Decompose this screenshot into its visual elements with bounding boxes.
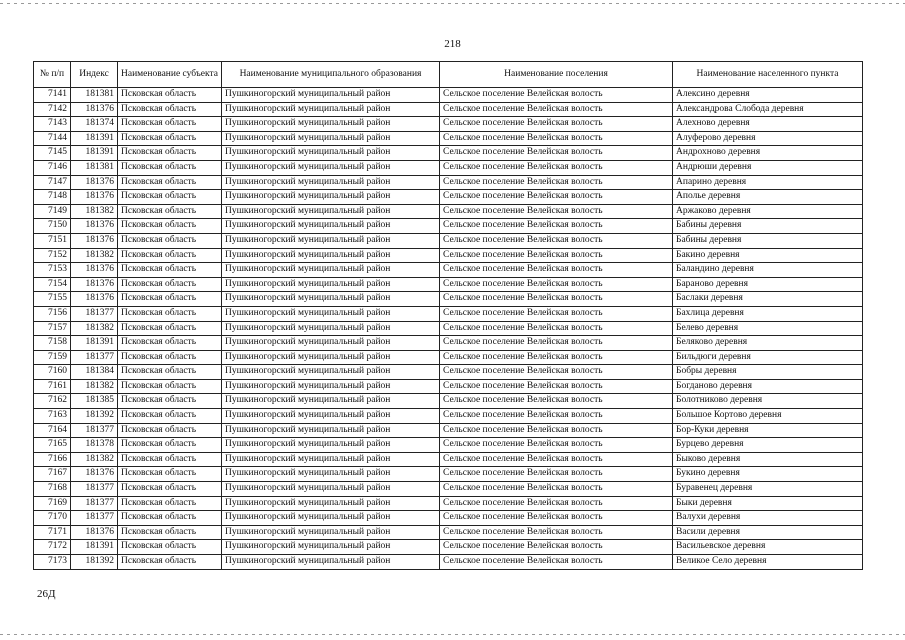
locality-cell: Бакино деревня bbox=[673, 248, 863, 263]
locality-cell: Баландино деревня bbox=[673, 263, 863, 278]
postal-index-cell: 181381 bbox=[71, 88, 118, 103]
postal-index-cell: 181382 bbox=[71, 204, 118, 219]
postal-index-cell: 181391 bbox=[71, 131, 118, 146]
locality-cell: Богданово деревня bbox=[673, 379, 863, 394]
table-row bbox=[34, 219, 863, 234]
settlement-cell: Сельское поселение Велейская волость bbox=[440, 423, 673, 438]
subject-cell: Псковская область bbox=[118, 117, 222, 132]
municipality-cell: Пушкиногорский муниципальный район bbox=[222, 306, 440, 321]
settlement-cell: Сельское поселение Велейская волость bbox=[440, 219, 673, 234]
scan-edge-bottom bbox=[0, 634, 905, 635]
settlement-cell: Сельское поселение Велейская волость bbox=[440, 482, 673, 497]
subject-cell: Псковская область bbox=[118, 160, 222, 175]
row-number-cell: 7172 bbox=[34, 540, 71, 555]
locality-cell: Букино деревня bbox=[673, 467, 863, 482]
postal-index-cell: 181391 bbox=[71, 336, 118, 351]
row-number-cell: 7148 bbox=[34, 190, 71, 205]
locality-cell: Баслаки деревня bbox=[673, 292, 863, 307]
row-number-cell: 7141 bbox=[34, 88, 71, 103]
row-number-cell: 7165 bbox=[34, 438, 71, 453]
row-number-cell: 7169 bbox=[34, 496, 71, 511]
locality-cell: Большое Кортово деревня bbox=[673, 409, 863, 424]
table-row bbox=[34, 525, 863, 540]
table-row bbox=[34, 379, 863, 394]
postal-index-cell: 181376 bbox=[71, 467, 118, 482]
municipality-cell: Пушкиногорский муниципальный район bbox=[222, 555, 440, 570]
settlement-cell: Сельское поселение Велейская волость bbox=[440, 131, 673, 146]
subject-cell: Псковская область bbox=[118, 219, 222, 234]
locality-cell: Андрохново деревня bbox=[673, 146, 863, 161]
settlement-cell: Сельское поселение Велейская волость bbox=[440, 365, 673, 380]
municipality-cell: Пушкиногорский муниципальный район bbox=[222, 219, 440, 234]
header-locality: Наименование населенного пункта bbox=[673, 62, 863, 88]
locality-cell: Апарино деревня bbox=[673, 175, 863, 190]
postal-index-cell: 181391 bbox=[71, 540, 118, 555]
municipality-cell: Пушкиногорский муниципальный район bbox=[222, 277, 440, 292]
table-row bbox=[34, 306, 863, 321]
locality-cell: Быково деревня bbox=[673, 452, 863, 467]
row-number-cell: 7161 bbox=[34, 379, 71, 394]
settlement-cell: Сельское поселение Велейская волость bbox=[440, 350, 673, 365]
table-row bbox=[34, 263, 863, 278]
subject-cell: Псковская область bbox=[118, 350, 222, 365]
row-number-cell: 7162 bbox=[34, 394, 71, 409]
settlements-table bbox=[33, 61, 863, 570]
postal-index-cell: 181382 bbox=[71, 379, 118, 394]
municipality-cell: Пушкиногорский муниципальный район bbox=[222, 365, 440, 380]
municipality-cell: Пушкиногорский муниципальный район bbox=[222, 423, 440, 438]
subject-cell: Псковская область bbox=[118, 321, 222, 336]
subject-cell: Псковская область bbox=[118, 190, 222, 205]
locality-cell: Белево деревня bbox=[673, 321, 863, 336]
municipality-cell: Пушкиногорский муниципальный район bbox=[222, 321, 440, 336]
footer-code: 26Д bbox=[37, 588, 56, 600]
table-body bbox=[34, 88, 863, 570]
municipality-cell: Пушкиногорский муниципальный район bbox=[222, 233, 440, 248]
row-number-cell: 7173 bbox=[34, 555, 71, 570]
locality-cell: Бурцево деревня bbox=[673, 438, 863, 453]
settlement-cell: Сельское поселение Велейская волость bbox=[440, 379, 673, 394]
row-number-cell: 7143 bbox=[34, 117, 71, 132]
row-number-cell: 7156 bbox=[34, 306, 71, 321]
table-row bbox=[34, 131, 863, 146]
locality-cell: Валухи деревня bbox=[673, 511, 863, 526]
settlement-cell: Сельское поселение Велейская волость bbox=[440, 248, 673, 263]
row-number-cell: 7164 bbox=[34, 423, 71, 438]
locality-cell: Аржаково деревня bbox=[673, 204, 863, 219]
header-settlement: Наименование поселения bbox=[440, 62, 673, 88]
municipality-cell: Пушкиногорский муниципальный район bbox=[222, 131, 440, 146]
municipality-cell: Пушкиногорский муниципальный район bbox=[222, 482, 440, 497]
postal-index-cell: 181377 bbox=[71, 350, 118, 365]
subject-cell: Псковская область bbox=[118, 102, 222, 117]
subject-cell: Псковская область bbox=[118, 204, 222, 219]
settlement-cell: Сельское поселение Велейская волость bbox=[440, 190, 673, 205]
settlement-cell: Сельское поселение Велейская волость bbox=[440, 263, 673, 278]
municipality-cell: Пушкиногорский муниципальный район bbox=[222, 204, 440, 219]
locality-cell: Бор-Куки деревня bbox=[673, 423, 863, 438]
locality-cell: Бараново деревня bbox=[673, 277, 863, 292]
locality-cell: Алуферово деревня bbox=[673, 131, 863, 146]
table-row bbox=[34, 350, 863, 365]
settlement-cell: Сельское поселение Велейская волость bbox=[440, 452, 673, 467]
municipality-cell: Пушкиногорский муниципальный район bbox=[222, 540, 440, 555]
locality-cell: Бабины деревня bbox=[673, 233, 863, 248]
locality-cell: Алехново деревня bbox=[673, 117, 863, 132]
locality-cell: Васильевское деревня bbox=[673, 540, 863, 555]
postal-index-cell: 181385 bbox=[71, 394, 118, 409]
subject-cell: Псковская область bbox=[118, 146, 222, 161]
subject-cell: Псковская область bbox=[118, 409, 222, 424]
municipality-cell: Пушкиногорский муниципальный район bbox=[222, 438, 440, 453]
locality-cell: Бабины деревня bbox=[673, 219, 863, 234]
subject-cell: Псковская область bbox=[118, 525, 222, 540]
table-row bbox=[34, 555, 863, 570]
locality-cell: Бильдюги деревня bbox=[673, 350, 863, 365]
row-number-cell: 7157 bbox=[34, 321, 71, 336]
row-number-cell: 7147 bbox=[34, 175, 71, 190]
row-number-cell: 7145 bbox=[34, 146, 71, 161]
settlement-cell: Сельское поселение Велейская волость bbox=[440, 467, 673, 482]
postal-index-cell: 181377 bbox=[71, 511, 118, 526]
row-number-cell: 7150 bbox=[34, 219, 71, 234]
municipality-cell: Пушкиногорский муниципальный район bbox=[222, 175, 440, 190]
table-row bbox=[34, 102, 863, 117]
subject-cell: Псковская область bbox=[118, 423, 222, 438]
row-number-cell: 7154 bbox=[34, 277, 71, 292]
settlement-cell: Сельское поселение Велейская волость bbox=[440, 511, 673, 526]
municipality-cell: Пушкиногорский муниципальный район bbox=[222, 394, 440, 409]
row-number-cell: 7153 bbox=[34, 263, 71, 278]
settlement-cell: Сельское поселение Велейская волость bbox=[440, 146, 673, 161]
subject-cell: Псковская область bbox=[118, 379, 222, 394]
table-row bbox=[34, 277, 863, 292]
subject-cell: Псковская область bbox=[118, 175, 222, 190]
row-number-cell: 7144 bbox=[34, 131, 71, 146]
row-number-cell: 7149 bbox=[34, 204, 71, 219]
postal-index-cell: 181376 bbox=[71, 175, 118, 190]
table-row bbox=[34, 394, 863, 409]
subject-cell: Псковская область bbox=[118, 555, 222, 570]
municipality-cell: Пушкиногорский муниципальный район bbox=[222, 467, 440, 482]
postal-index-cell: 181382 bbox=[71, 321, 118, 336]
municipality-cell: Пушкиногорский муниципальный район bbox=[222, 350, 440, 365]
settlement-cell: Сельское поселение Велейская волость bbox=[440, 540, 673, 555]
municipality-cell: Пушкиногорский муниципальный район bbox=[222, 511, 440, 526]
table-row bbox=[34, 438, 863, 453]
header-subject: Наименование субъекта bbox=[118, 62, 222, 88]
table-row bbox=[34, 423, 863, 438]
settlement-cell: Сельское поселение Велейская волость bbox=[440, 336, 673, 351]
postal-index-cell: 181377 bbox=[71, 482, 118, 497]
postal-index-cell: 181376 bbox=[71, 102, 118, 117]
table-row bbox=[34, 248, 863, 263]
table-row bbox=[34, 336, 863, 351]
locality-cell: Александрова Слобода деревня bbox=[673, 102, 863, 117]
postal-index-cell: 181384 bbox=[71, 365, 118, 380]
table-row bbox=[34, 160, 863, 175]
settlement-cell: Сельское поселение Велейская волость bbox=[440, 175, 673, 190]
municipality-cell: Пушкиногорский муниципальный район bbox=[222, 263, 440, 278]
header-municipality: Наименование муниципального образования bbox=[222, 62, 440, 88]
settlement-cell: Сельское поселение Велейская волость bbox=[440, 496, 673, 511]
postal-index-cell: 181376 bbox=[71, 292, 118, 307]
municipality-cell: Пушкиногорский муниципальный район bbox=[222, 117, 440, 132]
settlement-cell: Сельское поселение Велейская волость bbox=[440, 117, 673, 132]
settlement-cell: Сельское поселение Велейская волость bbox=[440, 102, 673, 117]
locality-cell: Быки деревня bbox=[673, 496, 863, 511]
municipality-cell: Пушкиногорский муниципальный район bbox=[222, 88, 440, 103]
row-number-cell: 7159 bbox=[34, 350, 71, 365]
settlement-cell: Сельское поселение Велейская волость bbox=[440, 277, 673, 292]
row-number-cell: 7151 bbox=[34, 233, 71, 248]
municipality-cell: Пушкиногорский муниципальный район bbox=[222, 409, 440, 424]
table-row bbox=[34, 175, 863, 190]
postal-index-cell: 181391 bbox=[71, 146, 118, 161]
municipality-cell: Пушкиногорский муниципальный район bbox=[222, 336, 440, 351]
table-row bbox=[34, 292, 863, 307]
subject-cell: Псковская область bbox=[118, 131, 222, 146]
postal-index-cell: 181392 bbox=[71, 555, 118, 570]
settlement-cell: Сельское поселение Велейская волость bbox=[440, 160, 673, 175]
table-row bbox=[34, 365, 863, 380]
postal-index-cell: 181376 bbox=[71, 190, 118, 205]
subject-cell: Псковская область bbox=[118, 496, 222, 511]
row-number-cell: 7142 bbox=[34, 102, 71, 117]
municipality-cell: Пушкиногорский муниципальный район bbox=[222, 102, 440, 117]
settlement-cell: Сельское поселение Велейская волость bbox=[440, 555, 673, 570]
postal-index-cell: 181392 bbox=[71, 409, 118, 424]
municipality-cell: Пушкиногорский муниципальный район bbox=[222, 292, 440, 307]
postal-index-cell: 181382 bbox=[71, 248, 118, 263]
settlement-cell: Сельское поселение Велейская волость bbox=[440, 306, 673, 321]
postal-index-cell: 181376 bbox=[71, 263, 118, 278]
row-number-cell: 7155 bbox=[34, 292, 71, 307]
settlement-cell: Сельское поселение Велейская волость bbox=[440, 321, 673, 336]
table-row bbox=[34, 511, 863, 526]
subject-cell: Псковская область bbox=[118, 248, 222, 263]
postal-index-cell: 181376 bbox=[71, 219, 118, 234]
postal-index-cell: 181376 bbox=[71, 525, 118, 540]
settlement-cell: Сельское поселение Велейская волость bbox=[440, 394, 673, 409]
row-number-cell: 7158 bbox=[34, 336, 71, 351]
subject-cell: Псковская область bbox=[118, 365, 222, 380]
table-row bbox=[34, 409, 863, 424]
municipality-cell: Пушкиногорский муниципальный район bbox=[222, 452, 440, 467]
table-row bbox=[34, 204, 863, 219]
locality-cell: Буравенец деревня bbox=[673, 482, 863, 497]
postal-index-cell: 181382 bbox=[71, 452, 118, 467]
subject-cell: Псковская область bbox=[118, 336, 222, 351]
postal-index-cell: 181376 bbox=[71, 233, 118, 248]
table-row bbox=[34, 452, 863, 467]
subject-cell: Псковская область bbox=[118, 292, 222, 307]
subject-cell: Псковская область bbox=[118, 394, 222, 409]
row-number-cell: 7163 bbox=[34, 409, 71, 424]
settlement-cell: Сельское поселение Велейская волость bbox=[440, 88, 673, 103]
row-number-cell: 7166 bbox=[34, 452, 71, 467]
postal-index-cell: 181376 bbox=[71, 277, 118, 292]
locality-cell: Болотниково деревня bbox=[673, 394, 863, 409]
municipality-cell: Пушкиногорский муниципальный район bbox=[222, 146, 440, 161]
locality-cell: Великое Село деревня bbox=[673, 555, 863, 570]
table-row bbox=[34, 190, 863, 205]
postal-index-cell: 181378 bbox=[71, 438, 118, 453]
table-row bbox=[34, 467, 863, 482]
subject-cell: Псковская область bbox=[118, 540, 222, 555]
locality-cell: Андрюши деревня bbox=[673, 160, 863, 175]
settlement-cell: Сельское поселение Велейская волость bbox=[440, 292, 673, 307]
postal-index-cell: 181377 bbox=[71, 423, 118, 438]
locality-cell: Бахлица деревня bbox=[673, 306, 863, 321]
subject-cell: Псковская область bbox=[118, 233, 222, 248]
postal-index-cell: 181381 bbox=[71, 160, 118, 175]
page-number: 218 bbox=[444, 38, 461, 50]
subject-cell: Псковская область bbox=[118, 511, 222, 526]
table-row bbox=[34, 233, 863, 248]
row-number-cell: 7160 bbox=[34, 365, 71, 380]
table-row bbox=[34, 496, 863, 511]
municipality-cell: Пушкиногорский муниципальный район bbox=[222, 379, 440, 394]
settlement-cell: Сельское поселение Велейская волость bbox=[440, 409, 673, 424]
scan-edge-top bbox=[0, 3, 905, 4]
header-row-number: № п/п bbox=[34, 62, 71, 88]
subject-cell: Псковская область bbox=[118, 452, 222, 467]
settlement-cell: Сельское поселение Велейская волость bbox=[440, 438, 673, 453]
header-postal-index: Индекс bbox=[71, 62, 118, 88]
municipality-cell: Пушкиногорский муниципальный район bbox=[222, 248, 440, 263]
table-row bbox=[34, 117, 863, 132]
row-number-cell: 7168 bbox=[34, 482, 71, 497]
municipality-cell: Пушкиногорский муниципальный район bbox=[222, 190, 440, 205]
table-row bbox=[34, 321, 863, 336]
settlement-cell: Сельское поселение Велейская волость bbox=[440, 204, 673, 219]
locality-cell: Аполье деревня bbox=[673, 190, 863, 205]
locality-cell: Васили деревня bbox=[673, 525, 863, 540]
subject-cell: Псковская область bbox=[118, 438, 222, 453]
locality-cell: Алексино деревня bbox=[673, 88, 863, 103]
table-row bbox=[34, 540, 863, 555]
row-number-cell: 7171 bbox=[34, 525, 71, 540]
municipality-cell: Пушкиногорский муниципальный район bbox=[222, 496, 440, 511]
row-number-cell: 7167 bbox=[34, 467, 71, 482]
settlement-cell: Сельское поселение Велейская волость bbox=[440, 233, 673, 248]
settlement-cell: Сельское поселение Велейская волость bbox=[440, 525, 673, 540]
row-number-cell: 7170 bbox=[34, 511, 71, 526]
subject-cell: Псковская область bbox=[118, 88, 222, 103]
postal-index-cell: 181377 bbox=[71, 496, 118, 511]
subject-cell: Псковская область bbox=[118, 277, 222, 292]
locality-cell: Беляково деревня bbox=[673, 336, 863, 351]
table-row bbox=[34, 146, 863, 161]
row-number-cell: 7146 bbox=[34, 160, 71, 175]
municipality-cell: Пушкиногорский муниципальный район bbox=[222, 160, 440, 175]
table-header-row bbox=[34, 62, 863, 88]
table-row bbox=[34, 482, 863, 497]
postal-index-cell: 181374 bbox=[71, 117, 118, 132]
postal-index-cell: 181377 bbox=[71, 306, 118, 321]
table-row bbox=[34, 88, 863, 103]
subject-cell: Псковская область bbox=[118, 263, 222, 278]
row-number-cell: 7152 bbox=[34, 248, 71, 263]
subject-cell: Псковская область bbox=[118, 306, 222, 321]
municipality-cell: Пушкиногорский муниципальный район bbox=[222, 525, 440, 540]
subject-cell: Псковская область bbox=[118, 467, 222, 482]
locality-cell: Бобры деревня bbox=[673, 365, 863, 380]
subject-cell: Псковская область bbox=[118, 482, 222, 497]
